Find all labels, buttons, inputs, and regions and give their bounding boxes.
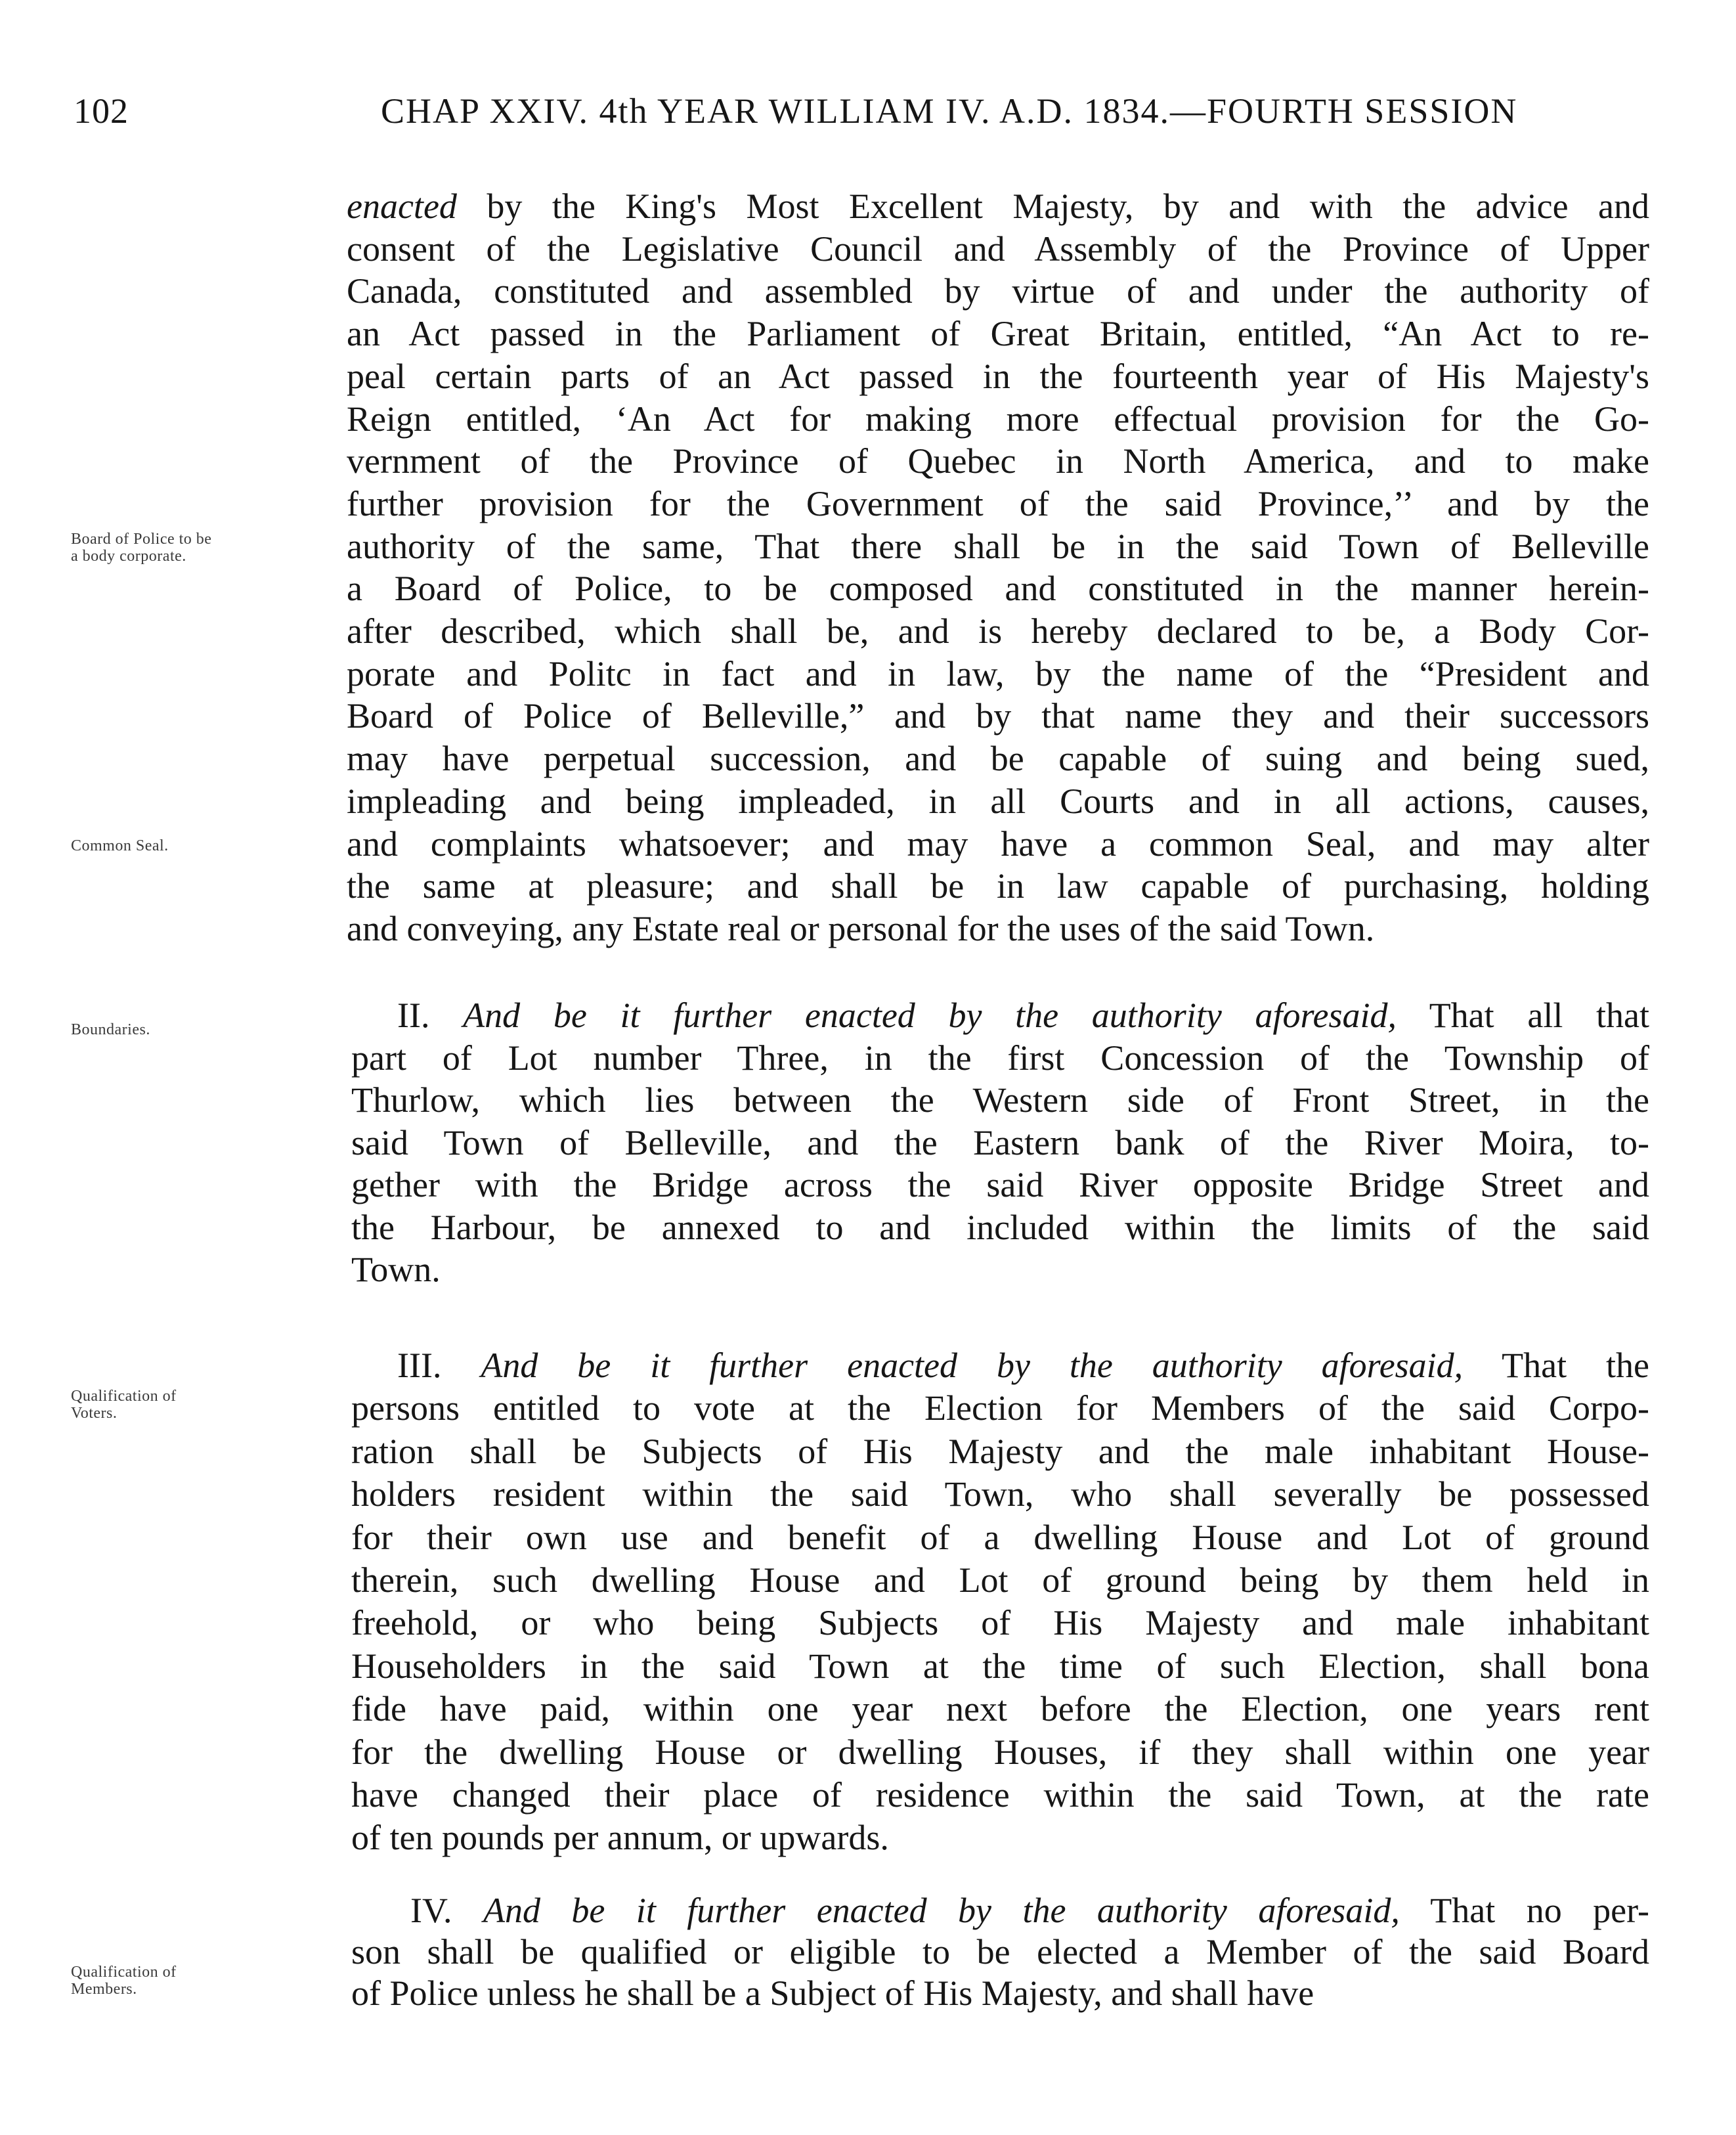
text-run: That the	[1463, 1346, 1650, 1385]
text-run: of ten pounds per annum, or upwards.	[351, 1818, 889, 1858]
text-run: and complaints whatsoever; and may have a common Seal, and may alter	[347, 824, 1649, 864]
text-run: therein, such dwelling House and Lot of ground being by them held in	[351, 1560, 1649, 1600]
text-line	[351, 1688, 1649, 1729]
text-run: for the dwelling House or dwelling Houses, if they shall within one year	[351, 1732, 1649, 1772]
text-run: said Town of Belleville, and the Eastern bank of the River Moira, to-	[351, 1122, 1649, 1162]
text-line	[351, 1732, 1649, 1772]
text-run: a Board of Police, to be composed and constituted in the manner herein-	[347, 569, 1649, 609]
text-line	[351, 1560, 1649, 1600]
text-run: for their own use and benefit of a dwelling House and Lot of ground	[351, 1517, 1649, 1557]
text-line	[347, 653, 1649, 694]
text-run: impleading and being impleaded, in all Courts and in all actions, causes,	[347, 781, 1649, 821]
text-run: ration shall be Subjects of His Majesty and the male inhabitant House-	[351, 1431, 1649, 1471]
text-run: Householders in the said Town at the time of such Election, shall bona	[351, 1646, 1649, 1686]
text-line	[351, 1207, 1649, 1248]
text-line	[351, 1646, 1649, 1686]
margin-note-line: Boundaries.	[71, 1021, 150, 1038]
text-run: authority of the same, That there shall be in the said Town of Belleville	[347, 526, 1649, 566]
italic-text-run: And be it further enacted by the authority aforesaid,	[481, 1346, 1464, 1385]
text-line	[347, 271, 1649, 311]
text-run: Reign entitled, ‘An Act for making more effectual provision for the Go-	[347, 399, 1649, 439]
text-line	[397, 995, 1649, 1036]
page-number: 102	[74, 91, 129, 131]
text-line	[351, 1774, 1649, 1815]
text-run: son shall be qualified or eligible to be elected a Member of the said Board	[351, 1932, 1649, 1971]
text-line	[347, 568, 1649, 609]
margin-note-qualification-of-voters	[71, 1388, 307, 1422]
text-run: persons entitled to vote at the Election for Members of the said Corpo-	[351, 1388, 1649, 1428]
text-run: the same at pleasure; and shall be in law capable of purchasing, holding	[347, 866, 1649, 906]
text-run: part of Lot number Three, in the first Concession of the Township of	[351, 1038, 1649, 1078]
text-run: IV.	[410, 1891, 483, 1930]
text-run: Thurlow, which lies between the Western side of Front Street, in the	[351, 1080, 1649, 1120]
text-run: That no per-	[1399, 1891, 1649, 1930]
text-line	[351, 1973, 1649, 2014]
text-line	[351, 1602, 1649, 1643]
text-run: III.	[397, 1346, 481, 1385]
margin-note-line: Common Seal.	[71, 837, 169, 854]
text-line	[351, 1474, 1649, 1514]
margin-note-line: Board of Police to be	[71, 531, 212, 548]
text-line	[351, 1517, 1649, 1558]
text-line	[347, 313, 1649, 354]
page-header	[74, 91, 1649, 143]
text-line	[351, 1080, 1649, 1120]
text-run: the Harbour, be annexed to and included within the limits of the said	[351, 1207, 1649, 1247]
margin-note-line: Qualification of	[71, 1964, 177, 1981]
text-line	[351, 1122, 1649, 1163]
italic-text-run: And be it further enacted by the authority aforesaid,	[483, 1891, 1400, 1930]
text-run: II.	[397, 996, 464, 1035]
text-run: further provision for the Government of the said Province,’’ and by the	[347, 483, 1649, 523]
text-line	[351, 1249, 614, 1290]
italic-text-run: enacted	[347, 187, 457, 226]
text-run: vernment of the Province of Quebec in North America, and to make	[347, 441, 1649, 481]
margin-note-qualification-of-members	[71, 1964, 307, 1998]
text-line	[347, 866, 1649, 906]
text-line	[347, 229, 1649, 269]
margin-note-boundaries	[71, 1021, 307, 1038]
text-run: after described, which shall be, and is hereby declared to be, a Body Cor-	[347, 611, 1649, 651]
text-run: an Act passed in the Parliament of Great Britain, entitled, “An Act to re-	[347, 314, 1649, 354]
text-run: and conveying, any Estate real or personal for the uses of the said Town.	[347, 908, 1375, 948]
text-run: peal certain parts of an Act passed in the fourteenth year of His Majesty's	[347, 356, 1649, 396]
text-line	[410, 1890, 1649, 1931]
text-run: have changed their place of residence within the said Town, at the rate	[351, 1775, 1649, 1815]
text-run: Board of Police of Belleville,” and by that name they and their successors	[347, 696, 1649, 736]
text-line	[347, 695, 1649, 736]
margin-note-line: Voters.	[71, 1405, 118, 1422]
text-line	[351, 1388, 1649, 1428]
text-run: That all that	[1396, 996, 1649, 1035]
text-run: porate and Politc in fact and in law, by the name of the “President and	[347, 653, 1649, 693]
running-head: CHAP XXIV. 4th YEAR WILLIAM IV. A.D. 1834.—FOURTH SESSION	[381, 91, 1518, 131]
text-run: Canada, constituted and assembled by virtue of and under the authority of	[347, 271, 1649, 311]
margin-note-common-seal	[71, 837, 307, 854]
text-run: Town.	[351, 1250, 441, 1289]
text-line	[351, 1164, 1649, 1205]
text-line	[347, 186, 1649, 227]
text-line	[347, 441, 1649, 481]
text-line	[347, 824, 1649, 864]
text-line	[347, 526, 1649, 567]
text-run: gether with the Bridge across the said River opposite Bridge Street and	[351, 1165, 1649, 1204]
text-run: holders resident within the said Town, who shall severally be possessed	[351, 1474, 1649, 1514]
text-run: may have perpetual succession, and be capable of suing and being sued,	[347, 739, 1649, 779]
text-line	[347, 738, 1649, 779]
text-line	[347, 908, 1649, 949]
margin-note-line: Qualification of	[71, 1388, 177, 1405]
text-line	[351, 1038, 1649, 1078]
text-line	[347, 483, 1649, 524]
text-line	[347, 611, 1649, 651]
text-run: of Police unless he shall be a Subject of His Majesty, and shall have	[351, 1973, 1314, 2013]
margin-note-line: a body corporate.	[71, 548, 186, 565]
text-run: fide have paid, within one year next before the Election, one years rent	[351, 1689, 1649, 1729]
text-line	[397, 1345, 1649, 1386]
text-line	[347, 781, 1649, 822]
text-line	[351, 1817, 1008, 1858]
text-line	[351, 1431, 1649, 1472]
text-run: consent of the Legislative Council and Assembly of the Province of Upper	[347, 229, 1649, 269]
text-line	[351, 1931, 1649, 1972]
text-run: freehold, or who being Subjects of His Majesty and male inhabitant	[351, 1603, 1649, 1643]
text-line	[347, 399, 1649, 439]
text-run: by the King's Most Excellent Majesty, by and with the advice and	[456, 187, 1649, 226]
margin-note-board-of-police	[71, 531, 307, 565]
margin-note-line: Members.	[71, 1981, 137, 1998]
text-line	[347, 356, 1649, 397]
italic-text-run: And be it further enacted by the authority aforesaid,	[463, 996, 1397, 1035]
